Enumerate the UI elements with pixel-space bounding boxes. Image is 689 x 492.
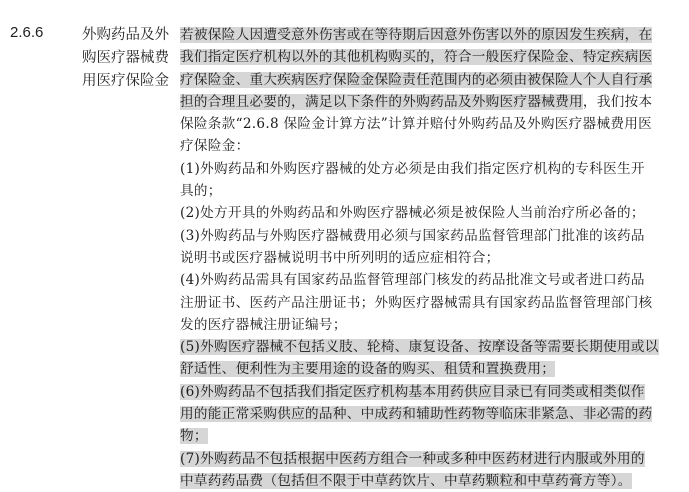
- plain-text: (3)外购药品与外购医疗器械费用必须与国家药品监督管理部门批准的该药品: [180, 227, 645, 244]
- body-line: [180, 180, 685, 202]
- body-line: [180, 91, 685, 113]
- body-line: [180, 292, 685, 314]
- body-line: [180, 24, 685, 46]
- plain-text: (1)外购药品和外购医疗器械的处方必须是由我们指定医疗机构的专科医生开: [180, 160, 645, 177]
- plain-text: 具的；: [180, 183, 222, 200]
- condition-3: [180, 225, 685, 247]
- body-line: [180, 425, 685, 447]
- condition-1: [180, 158, 685, 180]
- condition-2: [180, 202, 685, 224]
- highlighted-text: 疗保险金、重大疾病医疗保险金保险责任范围内的必须由被保险人个人自行承: [180, 71, 653, 88]
- highlighted-text: (5)外购医疗器械不包括义肢、轮椅、康复设备、按摩设备等需要长期使用或以: [180, 339, 659, 356]
- body-line: [180, 247, 685, 269]
- plain-text: 保险条款“2.6.8 保险金计算方法”计算并赔付外购药品及外购医疗器械费用医: [180, 116, 653, 133]
- section-number: 2.6.6: [10, 24, 44, 41]
- plain-text: 说明书或医疗器械说明书中所列明的适应症相符合；: [180, 249, 500, 266]
- plain-text: 注册证书、医药产品注册证书；外购医疗器械需具有国家药品监督管理部门核: [180, 294, 653, 311]
- highlighted-text: 用的能正常采购供应的品种、中成药和辅助性药物等临床非紧急、非必需的药: [180, 406, 653, 423]
- body-line: [180, 314, 685, 336]
- plain-text: (4)外购药品需具有国家药品监督管理部门核发的药品批准文号或者进口药品: [180, 272, 645, 289]
- condition-5: [180, 336, 685, 358]
- plain-text: ，我们按本: [582, 93, 653, 110]
- condition-4: [180, 269, 685, 291]
- condition-6: [180, 381, 685, 403]
- clause-body: [180, 24, 685, 492]
- body-line: [180, 470, 685, 492]
- highlighted-text: (6)外购药品不包括我们指定医疗机构基本用药供应目录已有同类或相类似作: [180, 383, 645, 400]
- body-line: [180, 69, 685, 91]
- highlighted-text: 我们指定医疗机构以外的其他机构购买的，符合一般医疗保险金、特定疾病医: [180, 49, 653, 66]
- plain-text: 发的医疗器械注册证编号；: [180, 316, 347, 333]
- highlighted-text: 若被保险人因遭受意外伤害或在等待期后因意外伤害以外的原因发生疾病，在: [180, 27, 653, 43]
- highlighted-text: (7)外购药品不包括根据中医药方组合一种或多种中医药材进行内服或外用的: [180, 450, 645, 467]
- body-line: [180, 358, 685, 380]
- highlighted-text: 舒适性、便利性为主要用途的设备的购买、租赁和置换费用；: [180, 361, 556, 378]
- body-line: [180, 135, 685, 157]
- highlighted-text: 中草药药品费（包括但不限于中草药饮片、中草药颗粒和中草药膏方等）。: [180, 472, 632, 489]
- body-line: [180, 46, 685, 68]
- section-title-line: 购医疗器械费: [82, 50, 169, 66]
- highlighted-text: 担的合理且必要的，满足以下条件的外购药品及外购医疗器械费用: [180, 93, 583, 110]
- section-title-line: 用医疗保险金: [82, 73, 169, 89]
- highlighted-text: 物；: [180, 428, 208, 445]
- body-line: [180, 113, 685, 135]
- section-title: [82, 24, 178, 93]
- plain-text: (2)处方开具的外购药品和外购医疗器械必须是被保险人当前治疗所必备的；: [180, 205, 645, 222]
- condition-7: [180, 448, 685, 470]
- section-title-line: 外购药品及外: [82, 27, 169, 43]
- body-line: [180, 403, 685, 425]
- plain-text: 疗保险金：: [180, 138, 250, 155]
